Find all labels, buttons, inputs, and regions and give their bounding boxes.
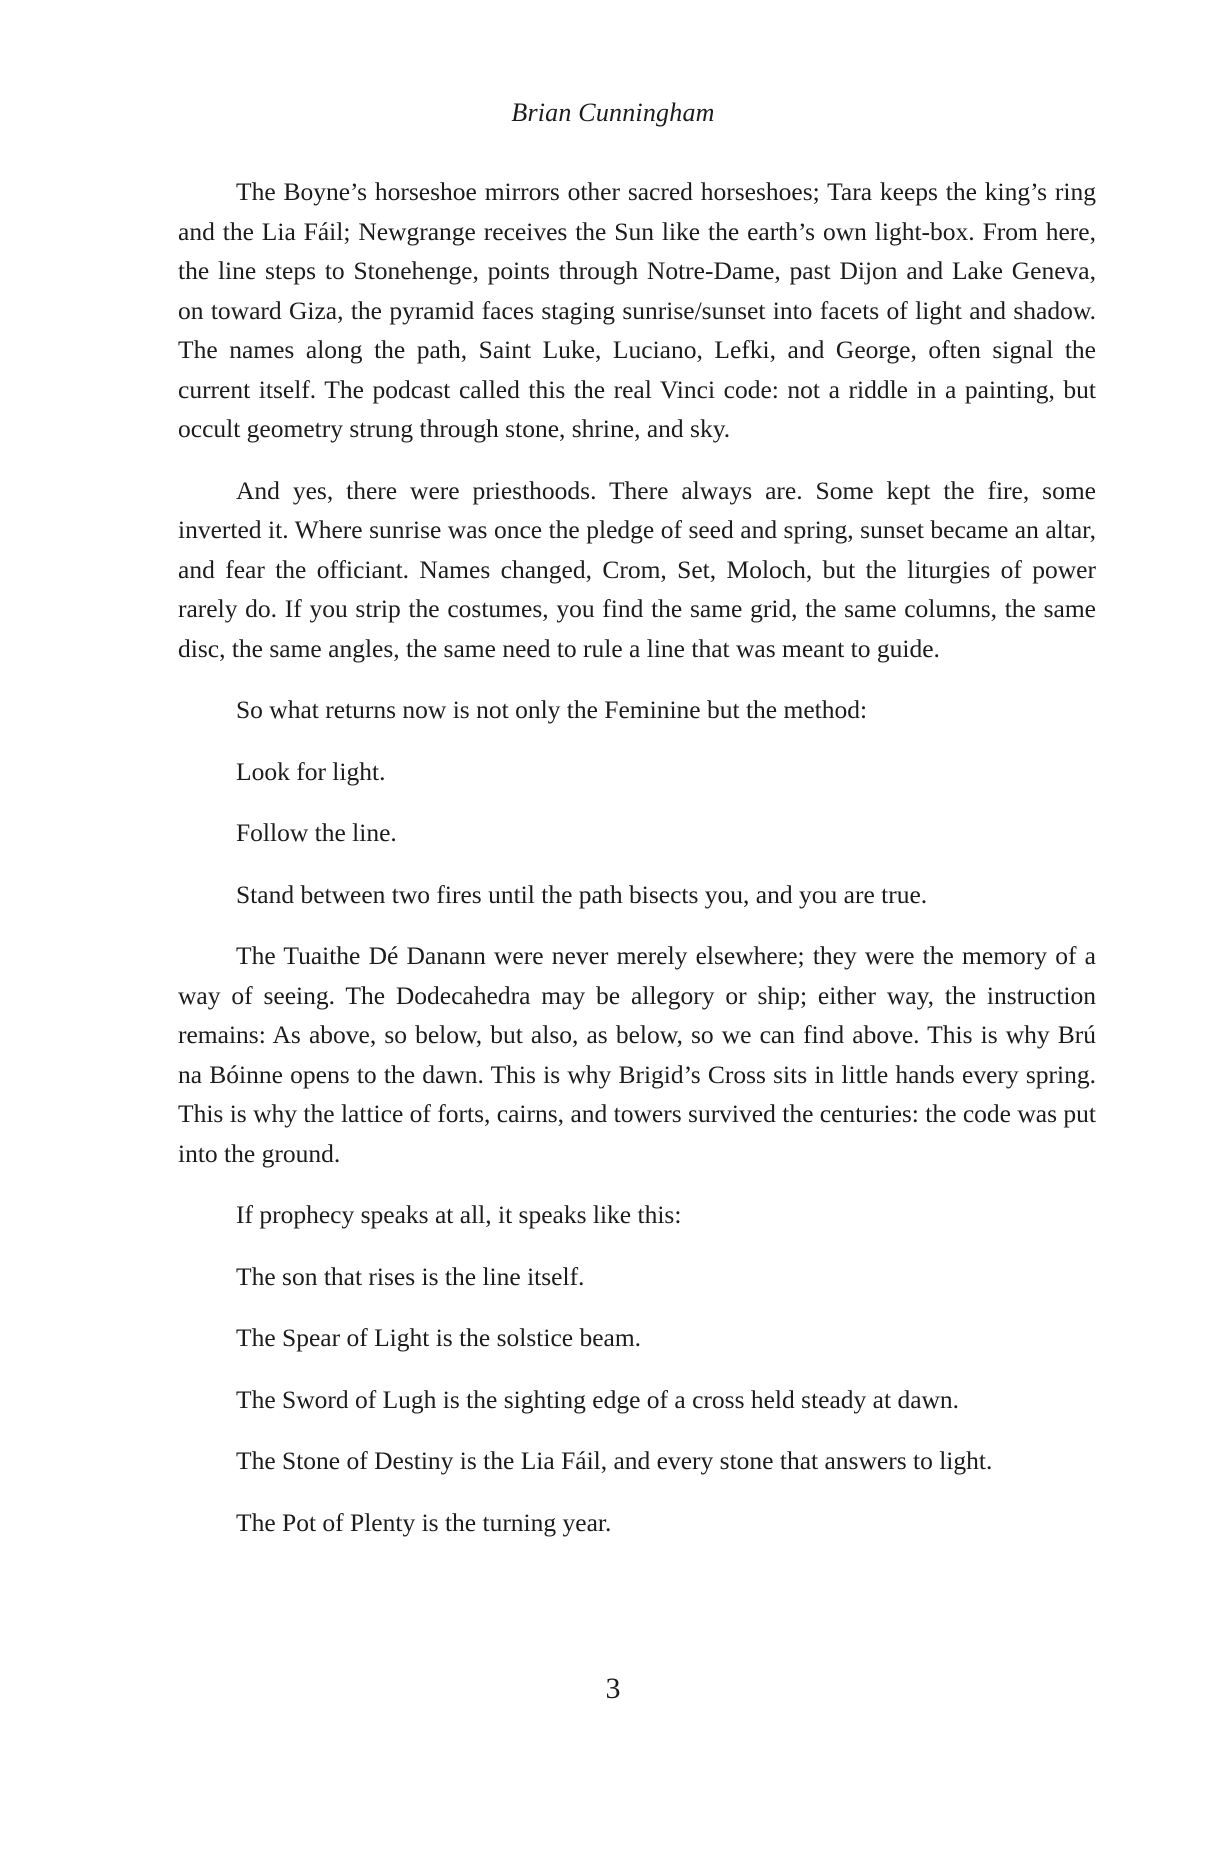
paragraph: The Spear of Light is the solstice beam. [236, 1323, 642, 1352]
paragraph: The Tuaithe Dé Danann were never merely elsewhere; they were the memory of a way of seeing. The Dodecahedra may be allegory or ship; either way, the instruction remains: As above, so below, but also, as below, so we can find above. This is why Brú na Bóinne opens to the dawn. This is why Brigid’s Cross sits in little hands every spring. This is why the lattice of forts, cairns, and towers survived the centuries: the code was put into the ground. [178, 941, 1096, 1168]
paragraph: The Boyne’s horseshoe mirrors other sacred horseshoes; Tara keeps the king’s ring and the Lia Fáil; Newgrange receives the Sun like the earth’s own light-box. From here, the line steps to Stonehenge, points through Notre-Dame, past Dijon and Lake Geneva, on toward Giza, the pyramid faces staging sunrise/sunset into facets of light and shadow. The names along the path, Saint Luke, Luciano, Lefki, and George, often signal the current itself. The podcast called this the real Vinci code: not a riddle in a painting, but occult geometry strung through stone, shrine, and sky. [178, 177, 1096, 443]
paragraph: The Pot of Plenty is the turning year. [236, 1507, 612, 1537]
paragraph: Stand between two fires until the path bisects you, and you are true. [236, 879, 928, 909]
paragraph: The Stone of Destiny is the Lia Fáil, and every stone that answers to light. [236, 1446, 993, 1475]
paragraph: Follow the line. [236, 818, 397, 847]
page-number: 3 [605, 1672, 621, 1705]
paragraph: And yes, there were priesthoods. There always are. Some kept the fire, some inverted it. Where sunrise was once the pledge of seed and spring, sunset became an altar, and fear the officiant. Names changed, Crom, Set, Moloch, but the liturgies of power rarely do. If you strip the costumes, you find the same grid, the same columns, the same disc, the same angles, the same need to rule a line that was meant to guide. [178, 475, 1096, 663]
paragraph: The Sword of Lugh is the sighting edge of a cross held steady at dawn. [236, 1384, 960, 1414]
paragraph: If prophecy speaks at all, it speaks like this: [236, 1200, 682, 1229]
paragraph: The son that rises is the line itself. [236, 1261, 585, 1291]
paragraph: So what returns now is not only the Feminine but the method: [236, 695, 868, 724]
paragraph: Look for light. [236, 756, 386, 786]
running-head-author: Brian Cunningham [511, 98, 715, 127]
body-text [178, 172, 1096, 1564]
